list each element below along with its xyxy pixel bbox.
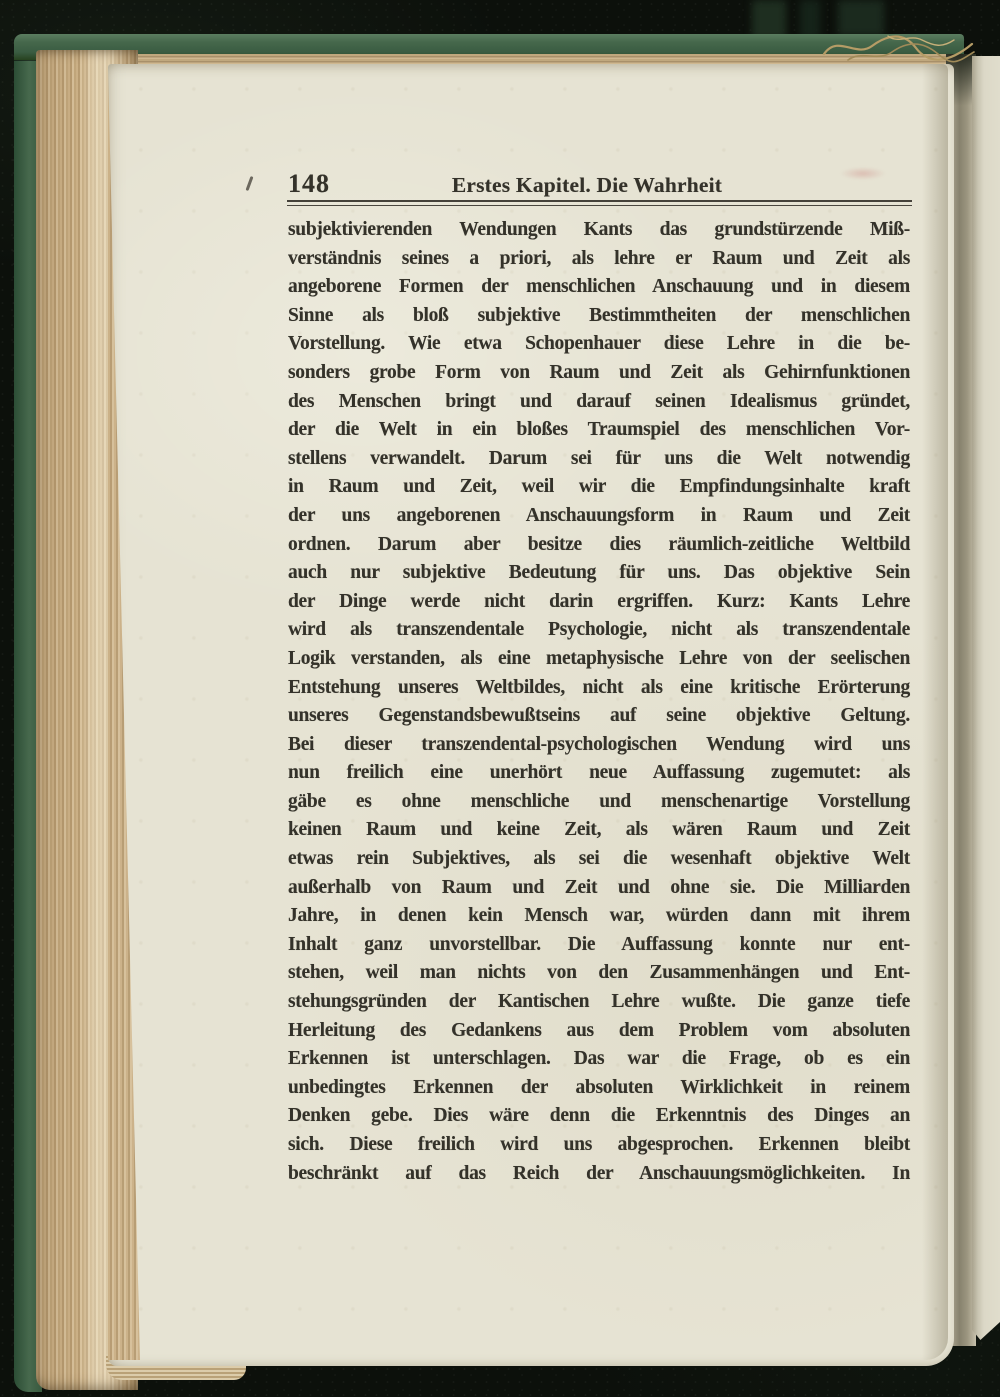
text-line: Bei dieser transzendental-psychologischen Wendung wird uns	[288, 733, 910, 755]
text-line: der uns angeborenen Anschauungsform in Raum und Zeit	[288, 504, 910, 526]
pen-tick-mark	[246, 176, 254, 191]
text-line: Inhalt ganz unvorstellbar. Die Auffassung konnte nur ent-	[288, 933, 910, 955]
book-page	[108, 64, 954, 1366]
text-line: unseres Gegenstandsbewußtseins auf seine objektive Geltung.	[288, 705, 910, 727]
text-line: der die Welt in ein bloßes Traumspiel des menschlichen Vor-	[288, 419, 910, 441]
text-line: Denken gebe. Dies wäre denn die Erkenntnis des Dinges an	[288, 1105, 910, 1127]
text-line: wird als transzendentale Psychologie, nicht als transzendentale	[288, 619, 910, 641]
text-line: der Dinge werde nicht darin ergriffen. Kurz: Kants Lehre	[288, 590, 910, 612]
text-line: des Menschen bringt und darauf seinen Idealismus gründet,	[288, 390, 910, 412]
page-number: 148	[288, 169, 330, 198]
body-text	[288, 216, 910, 1188]
frayed-threads	[818, 22, 980, 68]
text-line: stehen, weil man nichts von den Zusammenhängen und Ent-	[288, 962, 910, 984]
text-line: Sinne als bloß subjektive Bestimmtheiten der menschlichen	[288, 304, 910, 326]
text-line: Logik verstanden, als eine metaphysische Lehre von der seelischen	[288, 647, 910, 669]
running-header: Erstes Kapitel. Die Wahrheit	[451, 173, 723, 197]
text-line: sonders grobe Form von Raum und Zeit als Gehirnfunktionen	[288, 361, 910, 383]
page-curl-shadow	[922, 64, 948, 1360]
text-line: sich. Diese freilich wird uns abgesprochen. Erkennen bleibt	[288, 1134, 910, 1155]
header-rule	[287, 200, 912, 206]
text-line: Jahre, in denen kein Mensch war, würden dann mit ihrem	[288, 905, 910, 927]
text-line: Vorstellung. Wie etwa Schopenhauer diese Lehre in die be-	[288, 333, 910, 355]
text-line: Herleitung des Gedankens aus dem Problem vom absoluten	[288, 1019, 910, 1041]
text-line: subjektivierenden Wendungen Kants das grundstürzende Miß-	[288, 219, 910, 240]
text-line: unbedingtes Erkennen der absoluten Wirklichkeit in reinem	[288, 1076, 910, 1098]
text-line: angeborene Formen der menschlichen Anschauung und in diesem	[288, 276, 910, 298]
text-line: verständnis seines a priori, als lehre er Raum und Zeit als	[288, 247, 910, 269]
text-line: nun freilich eine unerhört neue Auffassung zugemutet: als	[288, 762, 910, 784]
text-line: stehungsgründen der Kantischen Lehre wußte. Die ganze tiefe	[288, 991, 910, 1013]
text-line: etwas rein Subjektives, als sei die wesenhaft objektive Welt	[288, 848, 910, 870]
red-smudge-mark	[840, 167, 886, 180]
text-line: gäbe es ohne menschliche und menschenartige Vorstellung	[288, 790, 910, 812]
text-line: Entstehung unseres Weltbildes, nicht als eine kritische Erörterung	[288, 676, 910, 698]
text-line: ordnen. Darum aber besitze dies räumlich-zeitliche Weltbild	[288, 533, 910, 555]
text-line: in Raum und Zeit, weil wir die Empfindungsinhalte kraft	[288, 476, 910, 498]
text-line: keinen Raum und keine Zeit, als wären Raum und Zeit	[288, 819, 910, 841]
text-line: stellens verwandelt. Darum sei für uns die Welt notwendig	[288, 447, 910, 469]
text-line: Erkennen ist unterschlagen. Das war die Frage, ob es ein	[288, 1048, 910, 1070]
text-line: beschränkt auf das Reich der Anschauungsmöglichkeiten. In	[288, 1162, 910, 1184]
background-shape	[800, 0, 820, 38]
text-line: außerhalb von Raum und Zeit und ohne sie. Die Milliarden	[288, 876, 910, 898]
text-line: auch nur subjektive Bedeutung für uns. Das objektive Sein	[288, 562, 910, 584]
facing-page-edge	[972, 56, 1000, 1340]
